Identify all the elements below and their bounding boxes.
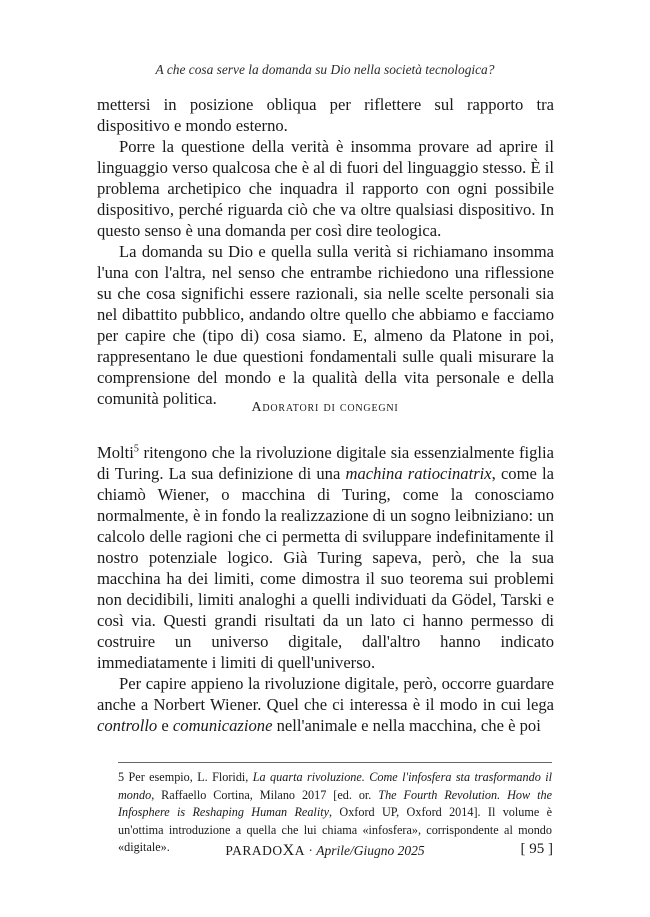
emphasis: La quarta rivoluzione. Come l'infosfera sta trasformando il mondo [118,770,552,802]
text-run: Molti [97,443,134,462]
emphasis: comunicazione [172,716,273,735]
text-run: , Oxford UP, Oxford 2014]. Il volume è un'ottima introduzione a quella che lui chiama «infosfera», corrispondente al mondo «digitale». [118,805,552,854]
emphasis: The Fourth Revolution. How the Infosphere is Reshaping Human Reality [118,787,552,819]
footnote-divider [118,762,552,763]
section-title: Adoratori di congegni [251,400,399,415]
separator: · [304,843,317,858]
journal-name-part: X [282,842,295,859]
journal-name-part: PARADO [225,843,283,858]
text-run: e [157,716,173,735]
paragraph: Porre la questione della verità è insomma provare ad aprire il linguaggio verso qualcosa che è al di fuori del linguaggio stesso. È il problema archetipico che inquadra il rapporto con ogni possibile dispositivo, perché riguarda ciò che va oltre qualsiasi dispositivo. In questo senso è una domanda per così dire teologica. [97,137,554,240]
journal-name-part: A [294,843,305,858]
body-text-section [97,442,554,736]
paragraph: La domanda su Dio e quella sulla verità si richiamano insomma l'una con l'altra, nel senso che entrambe richiedono una riflessione su che cosa significhi essere razionali, sia nelle scelte personali sia nel dibattito pubblico, andando oltre quello che abbiamo e facciamo per capire che (tipo di) cosa siamo. E, almeno da Platone in poi, rappresentano le due questioni fondamentali sulle quali misurare la comprensione del mondo e la qualità della vita personale e della comunità politica. [97,242,554,408]
paragraph: mettersi in posizione obliqua per riflettere sul rapporto tra dispositivo e mondo esterno. [97,95,554,135]
journal-issue: Aprile/Giugno 2025 [316,843,425,858]
page-number: [ 95 ] [520,841,553,857]
text-run: ritengono che la rivoluzione digitale sia essenzialmente figlia di Turing. La sua definizione di una [97,443,554,483]
paragraph [97,442,554,673]
text-run: , come la chiamò Wiener, o macchina di Turing, come la conosciamo normalmente, è in fondo la realizzazione di un sogno leibniziano: un calcolo delle ragioni che ci permetta di sviluppare indefinitamente il nostro potenziale logico. Già Turing sapeva, però, che la sua macchina ha dei limiti, come dimostra il suo teorema sui problemi non decidibili, limiti analoghi a quelli individuati da Gödel, Tarski e così via. Questi grandi risultati da un lato ci hanno permesso di costruire un universo digitale, dall'altro hanno indicato immediatamente i limiti di quell'universo. [97,464,554,672]
text-run: 5 Per esempio, L. Floridi, [118,770,253,784]
journal-name [225,843,305,858]
paragraph [97,673,554,736]
text-run: , Raffaello Cortina, Milano 2017 [ed. or. [151,787,379,802]
footnote-marker[interactable]: 5 [133,443,139,455]
running-head: A che cosa serve la domanda su Dio nella società tecnologica? [155,62,495,77]
text-run: Per capire appieno la rivoluzione digitale, però, occorre guardare anche a Norbert Wiener. Quel che ci interessa è il modo in cui lega [97,674,554,714]
emphasis: controllo [97,716,158,735]
emphasis: machina ratiocinatrix [345,464,492,483]
text-run: nell'animale e nella macchina, che è poi [272,716,541,735]
body-text-top [97,94,554,409]
